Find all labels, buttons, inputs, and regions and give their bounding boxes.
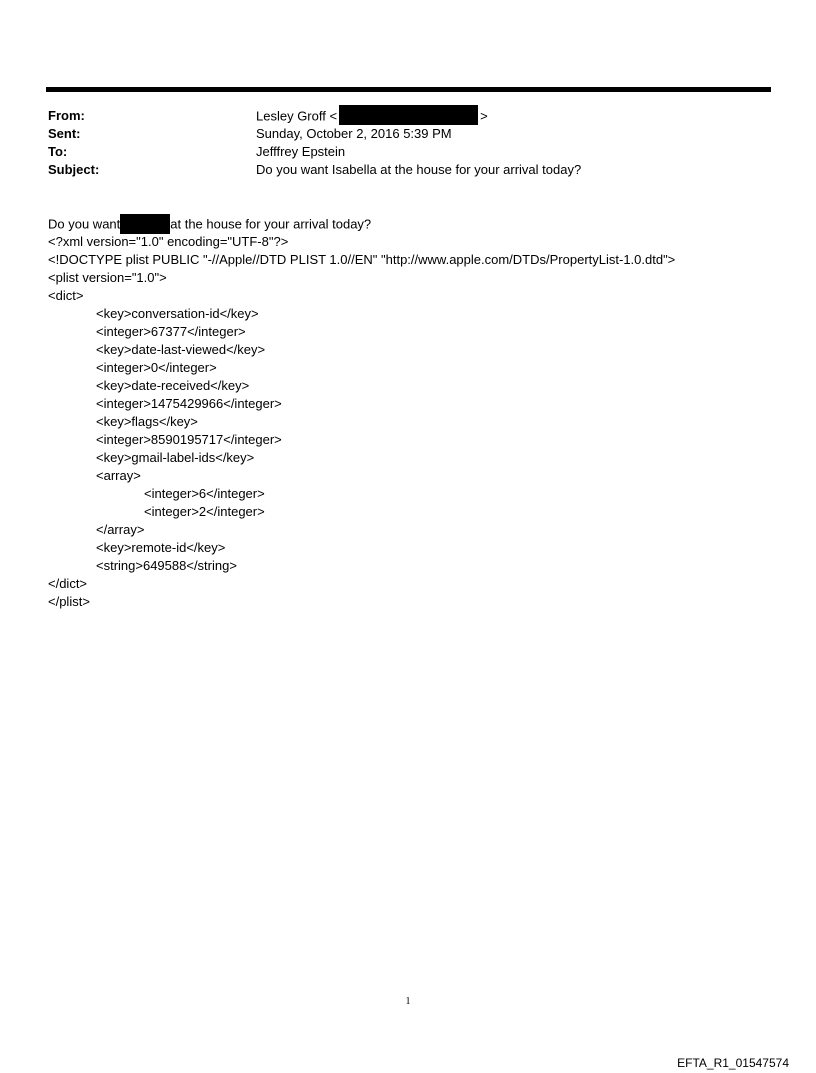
plist-line: </array> [96, 522, 145, 537]
plist-open: <plist version="1.0"> [48, 270, 167, 285]
redaction-box [120, 214, 170, 234]
plist-close: </plist> [48, 594, 90, 609]
email-header [48, 107, 581, 179]
subject-value: Do you want Isabella at the house for your arrival today? [256, 162, 582, 177]
to-row [48, 143, 581, 161]
xml-declaration: <?xml version="1.0" encoding="UTF-8"?> [48, 234, 289, 249]
plist-line: <integer>1475429966</integer> [96, 396, 282, 411]
plist-line: <integer>0</integer> [96, 360, 217, 375]
email-body [48, 215, 675, 611]
plist-line: <integer>6</integer> [144, 486, 265, 501]
from-value: Lesley Groff < > [256, 107, 488, 125]
plist-line: <integer>2</integer> [144, 504, 265, 519]
plist-line: <key>conversation-id</key> [96, 306, 259, 321]
redaction-box [339, 105, 478, 125]
plist-line: <string>649588</string> [96, 558, 237, 573]
from-name: Lesley Groff [256, 108, 326, 124]
plist-line: <key>remote-id</key> [96, 540, 226, 555]
dict-open: <dict> [48, 288, 84, 303]
sent-label: Sent: [48, 126, 81, 141]
to-label: To: [48, 144, 68, 159]
plist-line: <key>gmail-label-ids</key> [96, 450, 255, 465]
plist-line: <key>date-received</key> [96, 378, 250, 393]
header-divider [46, 87, 771, 92]
body-intro-line [48, 215, 675, 233]
from-row [48, 107, 581, 125]
doctype-line: <!DOCTYPE plist PUBLIC "-//Apple//DTD PLIST 1.0//EN" "http://www.apple.com/DTDs/PropertyList-1.0.dtd"> [48, 252, 676, 267]
subject-row [48, 161, 581, 179]
sent-value: Sunday, October 2, 2016 5:39 PM [256, 126, 452, 141]
from-label: From: [48, 108, 85, 123]
plist-line: <key>date-last-viewed</key> [96, 342, 266, 357]
subject-label: Subject: [48, 162, 100, 177]
to-value: Jefffrey Epstein [256, 144, 346, 159]
dict-close: </dict> [48, 576, 88, 591]
intro-prefix: Do you want [48, 216, 121, 232]
plist-line: <array> [96, 468, 141, 483]
from-suffix: > [480, 108, 488, 124]
page-number: 1 [405, 996, 411, 1007]
plist-line: <integer>8590195717</integer> [96, 432, 282, 447]
sent-row [48, 125, 581, 143]
intro-suffix: at the house for your arrival today? [170, 216, 372, 232]
plist-line: <integer>67377</integer> [96, 324, 246, 339]
plist-line: <key>flags</key> [96, 414, 198, 429]
bates-number: EFTA_R1_01547574 [677, 1056, 789, 1070]
